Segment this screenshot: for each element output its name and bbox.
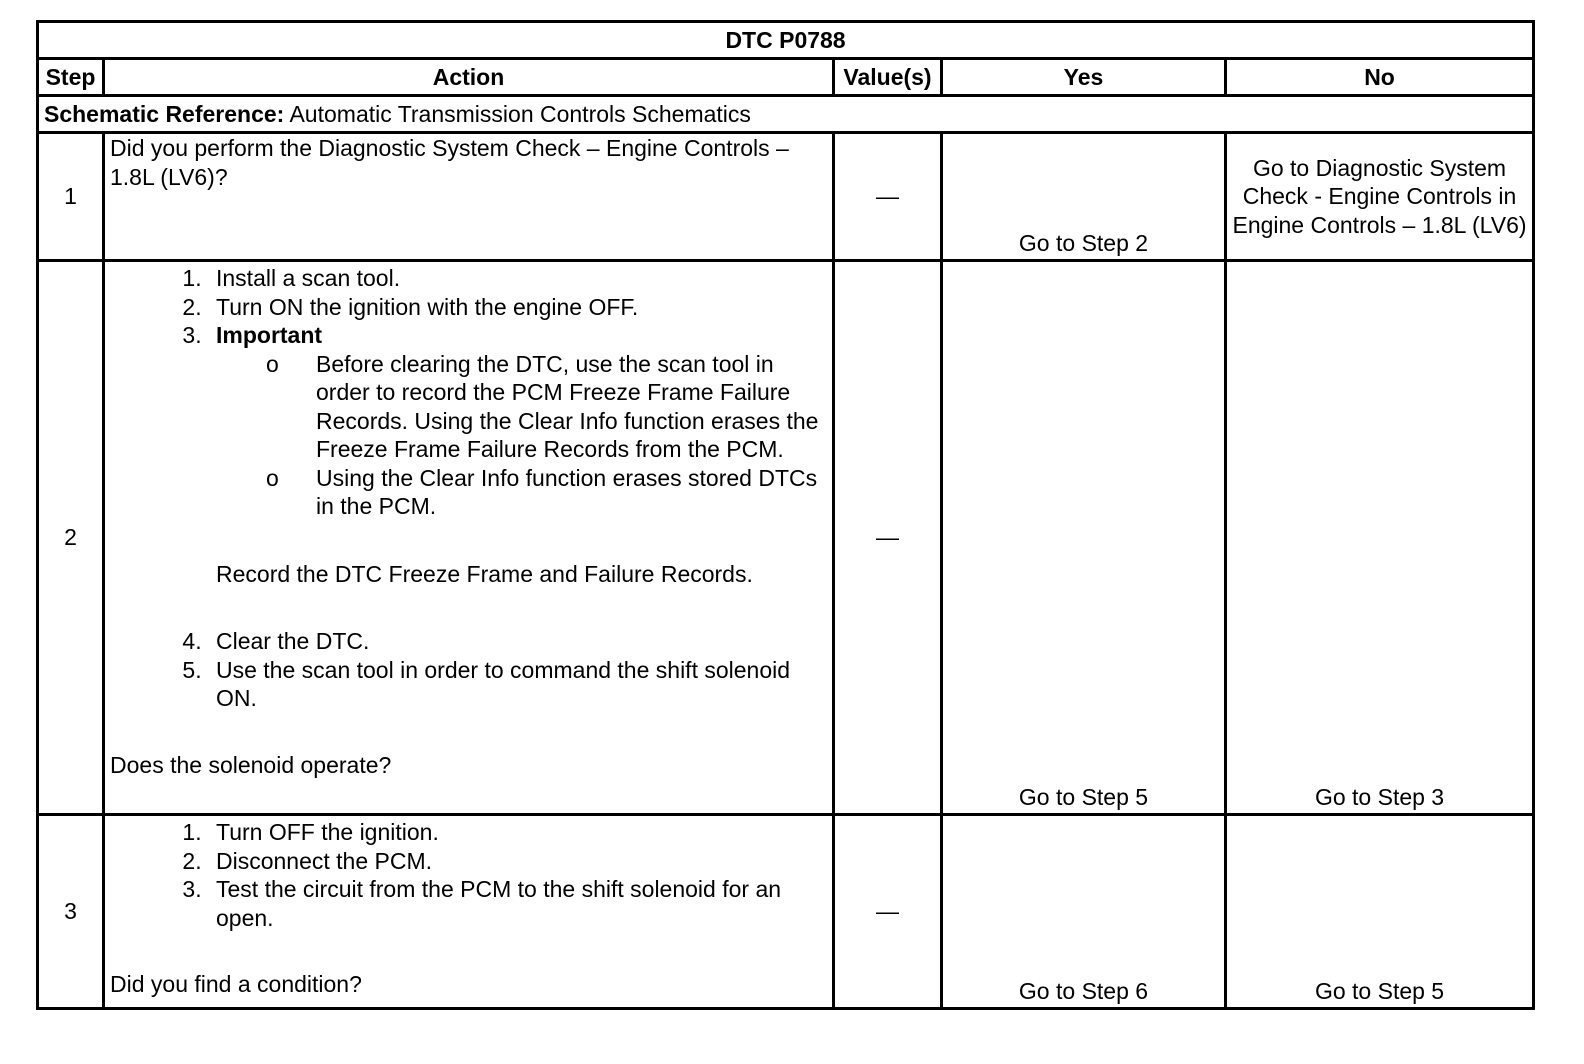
table-row — [38, 261, 1534, 815]
schematic-label: Schematic Reference: — [44, 100, 285, 127]
header-action: Action — [104, 59, 834, 96]
dtc-table — [36, 20, 1535, 1010]
action-cell — [104, 261, 834, 815]
table-row — [38, 815, 1534, 1009]
action-question: Did you find a condition? — [110, 971, 362, 997]
yes-cell[interactable]: Go to Step 5 — [942, 261, 1226, 815]
important-note: Record the DTC Freeze Frame and Failure Records. — [216, 560, 753, 587]
list-item: 4. Clear the DTC. — [208, 627, 827, 656]
yes-cell[interactable]: Go to Step 2 — [942, 133, 1226, 261]
bullet-item: o Before clearing the DTC, use the scan tool in order to record the PCM Freeze Frame Failure Records. Using the Clear Info function erases the Freeze Frame Failure Records from the PCM. — [316, 350, 827, 464]
value-cell: — — [834, 133, 942, 261]
step-number: 1 — [38, 133, 104, 261]
list-item: 3. Test the circuit from the PCM to the shift solenoid for an open. — [208, 875, 827, 932]
yes-cell[interactable]: Go to Step 6 — [942, 815, 1226, 1009]
bullet-item: o Using the Clear Info function erases stored DTCs in the PCM. — [316, 464, 827, 521]
important-label: Important — [216, 322, 323, 348]
action-cell — [104, 133, 834, 261]
value-cell: — — [834, 815, 942, 1009]
action-question: Does the solenoid operate? — [110, 751, 392, 778]
table-row — [38, 133, 1534, 261]
schematic-reference — [38, 96, 1534, 133]
table-title: DTC P0788 — [38, 22, 1534, 59]
no-cell[interactable]: Go to Step 3 — [1226, 261, 1534, 815]
step-number: 2 — [38, 261, 104, 815]
header-yes: Yes — [942, 59, 1226, 96]
header-values: Value(s) — [834, 59, 942, 96]
list-item: 2. Disconnect the PCM. — [208, 847, 827, 876]
action-cell — [104, 815, 834, 1009]
list-item: 5. Use the scan tool in order to command the shift solenoid ON. — [208, 656, 827, 713]
no-cell[interactable]: Go to Diagnostic System Check - Engine Controls in Engine Controls – 1.8L (LV6) — [1226, 133, 1534, 261]
action-steps — [110, 818, 827, 932]
value-cell: — — [834, 261, 942, 815]
list-item: 1. Install a scan tool. — [208, 264, 827, 293]
no-cell[interactable]: Go to Step 5 — [1226, 815, 1534, 1009]
action-question: Did you perform the Diagnostic System Check – Engine Controls – 1.8L (LV6)? — [110, 135, 789, 190]
step-number: 3 — [38, 815, 104, 1009]
header-step: Step — [38, 59, 104, 96]
list-item — [208, 321, 827, 627]
schematic-link[interactable]: Automatic Transmission Controls Schematics — [284, 100, 751, 127]
header-no: No — [1226, 59, 1534, 96]
list-item: 2. Turn ON the ignition with the engine OFF. — [208, 293, 827, 322]
action-steps — [110, 264, 827, 713]
list-item: 1. Turn OFF the ignition. — [208, 818, 827, 847]
important-bullets — [216, 350, 827, 521]
